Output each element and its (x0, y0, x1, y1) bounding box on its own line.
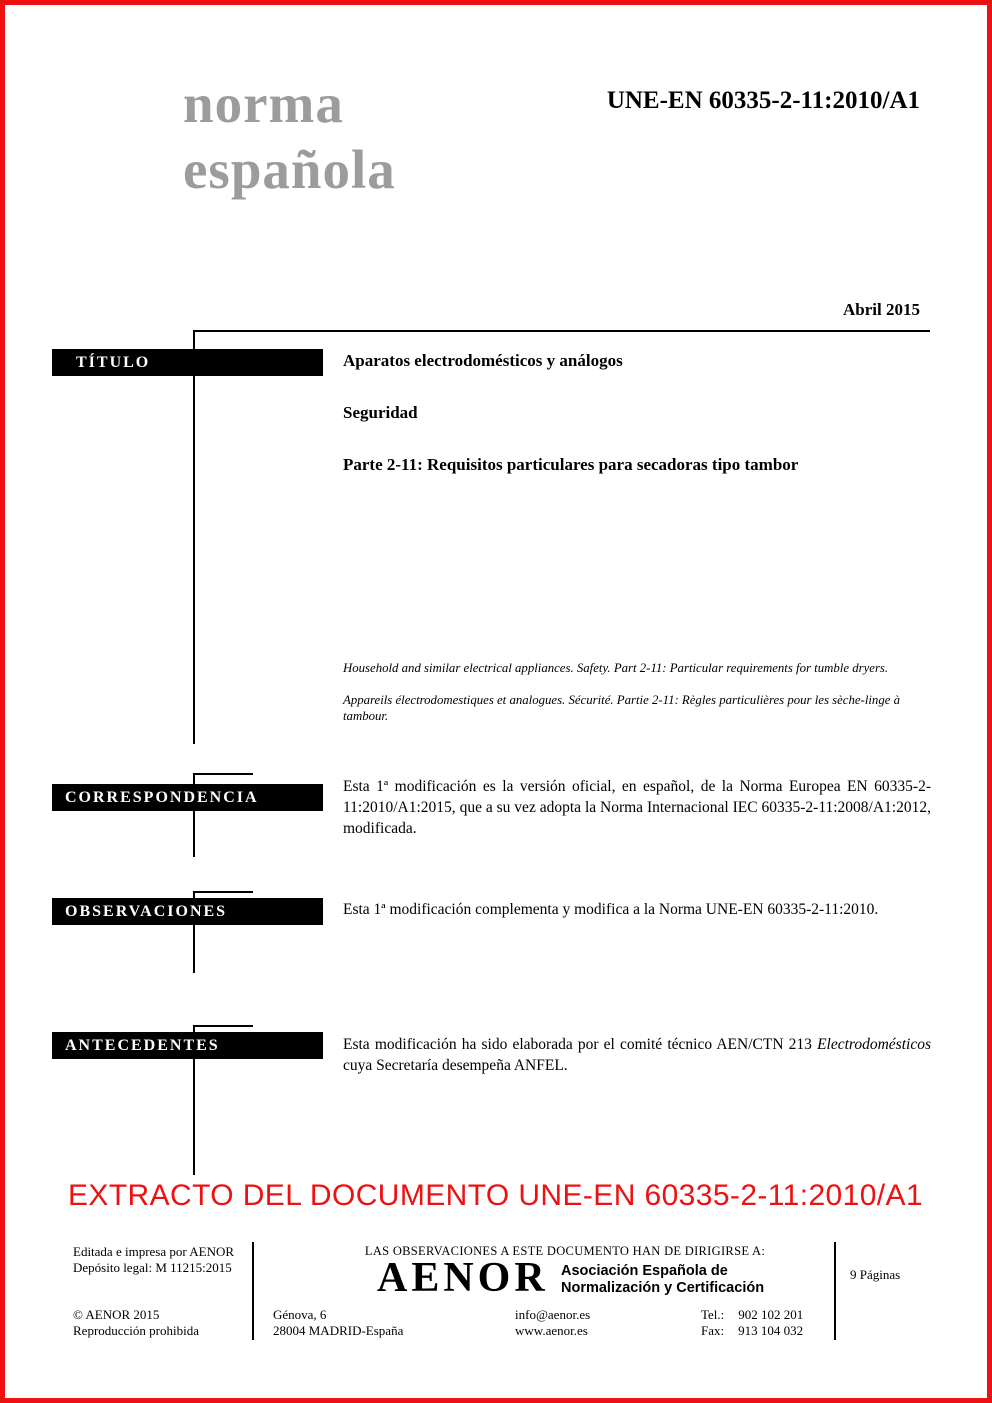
footer-left-divider (252, 1242, 254, 1340)
footer-publisher-line2: Depósito legal: M 11215:2015 (73, 1260, 232, 1275)
footer-website: www.aenor.es (515, 1323, 588, 1338)
doc-code: UNE-EN 60335-2-11:2010/A1 (606, 87, 920, 114)
antecedentes-text (343, 1034, 931, 1076)
footer-copyright-line2: Reproducción prohibida (73, 1323, 199, 1338)
title-translation-fr: Appareils électrodomestiques et analogues. Sécurité. Partie 2-11: Règles particulières pour les sèche-linge à tambour. (343, 693, 901, 723)
footer-tel (701, 1307, 803, 1323)
aenor-org-line2: Normalización y Certificación (561, 1280, 765, 1296)
title-translation-en: Household and similar electrical appliances. Safety. Part 2-11: Particular requirements for tumble dryers. (343, 661, 889, 675)
footer-address-line2: 28004 MADRID-España (273, 1323, 404, 1338)
footer-notice: LAS OBSERVACIONES A ESTE DOCUMENTO HAN DE DIRIGIRSE A: (364, 1244, 766, 1258)
footer-address-line1: Génova, 6 (273, 1307, 327, 1322)
footer-email: info@aenor.es (515, 1307, 591, 1322)
footer-fax-value: 913 104 032 (738, 1323, 804, 1338)
observaciones-text: Esta 1ª modificación complementa y modifica a la Norma UNE-EN 60335-2-11:2010. (343, 901, 879, 918)
footer-copyright (73, 1307, 199, 1339)
footer-telfax (701, 1307, 803, 1339)
footer-page-count: 9 Páginas (850, 1267, 901, 1282)
section-label-antecedentes: ANTECEDENTES (52, 1032, 323, 1059)
footer-publisher-line1: Editada e impresa por AENOR (73, 1244, 235, 1259)
extract-banner: EXTRACTO DEL DOCUMENTO UNE-EN 60335-2-11:2010/A1 (68, 1179, 924, 1212)
footer-contact (515, 1307, 590, 1339)
section-label-titulo: TÍTULO (52, 349, 323, 376)
titulo-bracket-line (193, 330, 195, 744)
footer-fax-label: Fax: (701, 1323, 725, 1338)
antecedentes-text-part1: Esta modificación ha sido elaborada por el comité técnico AEN/CTN 213 (343, 1036, 818, 1053)
correspondencia-text: Esta 1ª modificación es la versión oficial, en español, de la Norma Europea EN 60335-2-11:2010/A1:2015, que a su vez adopta la Norma Internacional IEC 60335-2-11:2008/A1:2012, modificada. (343, 778, 931, 837)
footer-fax (701, 1323, 803, 1339)
aenor-org-line1: Asociación Española de (561, 1263, 728, 1279)
section-label-correspondencia: CORRESPONDENCIA (52, 784, 323, 811)
title-line-3: Parte 2-11: Requisitos particulares para secadoras tipo tambor (343, 455, 799, 474)
title-line-1: Aparatos electrodomésticos y análogos (343, 351, 623, 370)
footer-address (273, 1307, 403, 1339)
title-line-2: Seguridad (343, 403, 418, 422)
brand-logo-text (183, 71, 396, 203)
footer-tel-label: Tel.: (701, 1307, 725, 1322)
footer-tel-value: 902 102 201 (738, 1307, 804, 1322)
section-label-observaciones: OBSERVACIONES (52, 898, 323, 925)
antecedentes-text-part2: cuya Secretaría desempeña ANFEL. (343, 1057, 568, 1074)
footer-publisher (73, 1244, 234, 1276)
correspondencia-bracket-tick (193, 773, 253, 775)
top-rule (194, 330, 930, 332)
brand-line-1: norma (183, 73, 344, 134)
antecedentes-bracket-tick (193, 1025, 253, 1027)
brand-line-2: española (183, 139, 396, 200)
issue-date: Abril 2015 (843, 300, 920, 319)
antecedentes-text-italic: Electrodomésticos (817, 1036, 931, 1053)
aenor-logo: AENOR (377, 1255, 549, 1301)
aenor-org-name (561, 1263, 764, 1297)
footer-copyright-line1: © AENOR 2015 (73, 1307, 160, 1322)
footer-right-divider (834, 1242, 836, 1340)
observaciones-bracket-tick (193, 891, 253, 893)
